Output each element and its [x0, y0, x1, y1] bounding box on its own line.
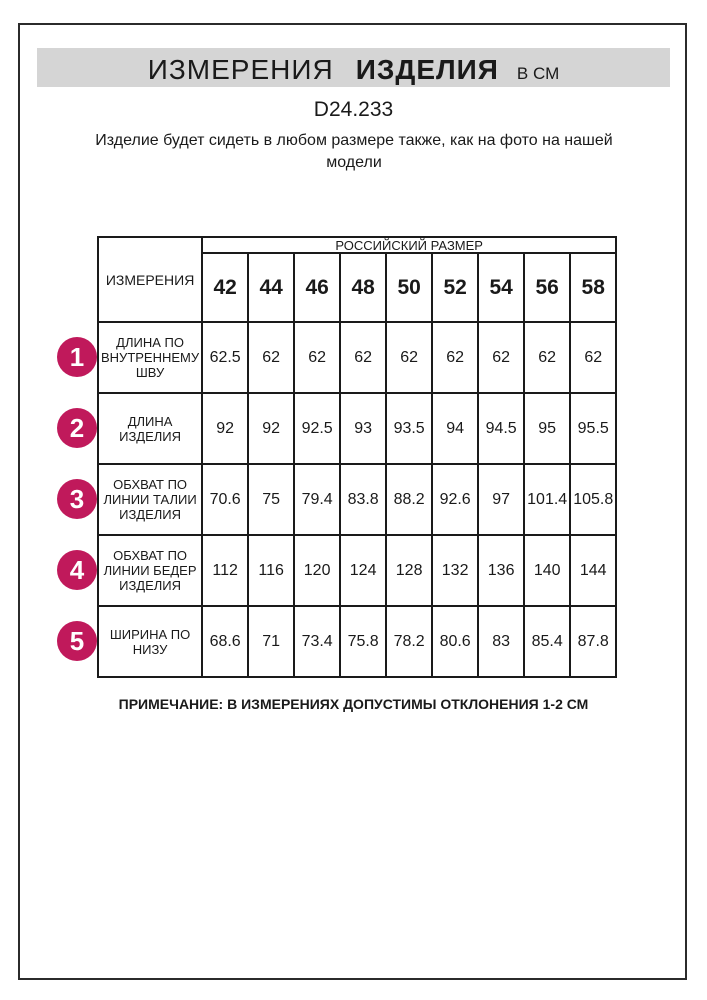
- measurement-value: 62: [294, 322, 340, 393]
- measurement-value: 87.8: [570, 606, 616, 677]
- measurement-value: 132: [432, 535, 478, 606]
- row-number-badge: 4: [57, 550, 97, 590]
- measurement-value: 62.5: [202, 322, 248, 393]
- size-column-header: 58: [570, 253, 616, 322]
- measurement-value: 144: [570, 535, 616, 606]
- table-row: [98, 606, 616, 677]
- measurement-label: ДЛИНА ПО ВНУТРЕННЕМУ ШВУ: [98, 322, 202, 393]
- measurement-value: 93.5: [386, 393, 432, 464]
- size-column-header: 48: [340, 253, 386, 322]
- measurement-value: 75: [248, 464, 294, 535]
- measurement-value: 94: [432, 393, 478, 464]
- page-title-word-measurements: ИЗМЕРЕНИЯ: [147, 54, 334, 85]
- measurement-value: 83.8: [340, 464, 386, 535]
- measurement-value: 78.2: [386, 606, 432, 677]
- measurement-value: 80.6: [432, 606, 478, 677]
- product-code: D24.233: [313, 98, 394, 121]
- measurement-value: 62: [386, 322, 432, 393]
- measurement-value: 97: [478, 464, 524, 535]
- measurement-value: 92.5: [294, 393, 340, 464]
- page-title-unit: В СМ: [516, 64, 560, 83]
- measurement-value: 88.2: [386, 464, 432, 535]
- row-number-badge: 2: [57, 408, 97, 448]
- measurement-value: 62: [248, 322, 294, 393]
- size-column-header: 56: [524, 253, 570, 322]
- measurement-value: 128: [386, 535, 432, 606]
- tolerance-note: ПРИМЕЧАНИЕ: В ИЗМЕРЕНИЯХ ДОПУСТИМЫ ОТКЛОНЕНИЯ 1-2 СМ: [118, 696, 589, 712]
- fit-description: Изделие будет сидеть в любом размере также, как на фото на нашей модели: [95, 132, 613, 171]
- measurement-value: 95.5: [570, 393, 616, 464]
- size-column-header: 52: [432, 253, 478, 322]
- size-column-header: 50: [386, 253, 432, 322]
- measurements-table: [97, 236, 617, 678]
- measurement-value: 92: [248, 393, 294, 464]
- measurement-value: 62: [340, 322, 386, 393]
- row-number-badge: 3: [57, 479, 97, 519]
- measurement-value: 79.4: [294, 464, 340, 535]
- size-column-header: 54: [478, 253, 524, 322]
- group-header-row: [98, 237, 616, 253]
- page-title-word-product: ИЗДЕЛИЯ: [355, 54, 499, 85]
- measurement-value: 62: [524, 322, 570, 393]
- measurement-label: ОБХВАТ ПО ЛИНИИ ТАЛИИ ИЗДЕЛИЯ: [98, 464, 202, 535]
- measurement-value: 62: [478, 322, 524, 393]
- measurement-value: 140: [524, 535, 570, 606]
- measurement-value: 85.4: [524, 606, 570, 677]
- table-row: [98, 464, 616, 535]
- size-column-header: 46: [294, 253, 340, 322]
- measurement-value: 94.5: [478, 393, 524, 464]
- measurement-value: 70.6: [202, 464, 248, 535]
- measurement-value: 92: [202, 393, 248, 464]
- measurement-value: 71: [248, 606, 294, 677]
- table-row: [98, 535, 616, 606]
- measurement-value: 73.4: [294, 606, 340, 677]
- table-row: [98, 322, 616, 393]
- measurement-value: 124: [340, 535, 386, 606]
- measurement-value: 136: [478, 535, 524, 606]
- title-banner: [37, 48, 670, 87]
- measurement-value: 83: [478, 606, 524, 677]
- measure-column-header: ИЗМЕРЕНИЯ: [98, 237, 202, 322]
- measurement-value: 112: [202, 535, 248, 606]
- measurement-value: 105.8: [570, 464, 616, 535]
- measurement-value: 62: [570, 322, 616, 393]
- measurement-value: 95: [524, 393, 570, 464]
- measurement-value: 92.6: [432, 464, 478, 535]
- measurement-value: 68.6: [202, 606, 248, 677]
- measurement-label: ШИРИНА ПО НИЗУ: [98, 606, 202, 677]
- measurement-value: 62: [432, 322, 478, 393]
- row-number-badge: 5: [57, 621, 97, 661]
- measurement-value: 75.8: [340, 606, 386, 677]
- table-row: [98, 393, 616, 464]
- size-column-header: 42: [202, 253, 248, 322]
- size-column-header: 44: [248, 253, 294, 322]
- measurement-label: ДЛИНА ИЗДЕЛИЯ: [98, 393, 202, 464]
- row-number-badge: 1: [57, 337, 97, 377]
- measurement-value: 93: [340, 393, 386, 464]
- measurement-label: ОБХВАТ ПО ЛИНИИ БЕДЕР ИЗДЕЛИЯ: [98, 535, 202, 606]
- measurement-value: 116: [248, 535, 294, 606]
- size-group-header: РОССИЙСКИЙ РАЗМЕР: [202, 237, 616, 253]
- measurement-value: 120: [294, 535, 340, 606]
- measurement-value: 101.4: [524, 464, 570, 535]
